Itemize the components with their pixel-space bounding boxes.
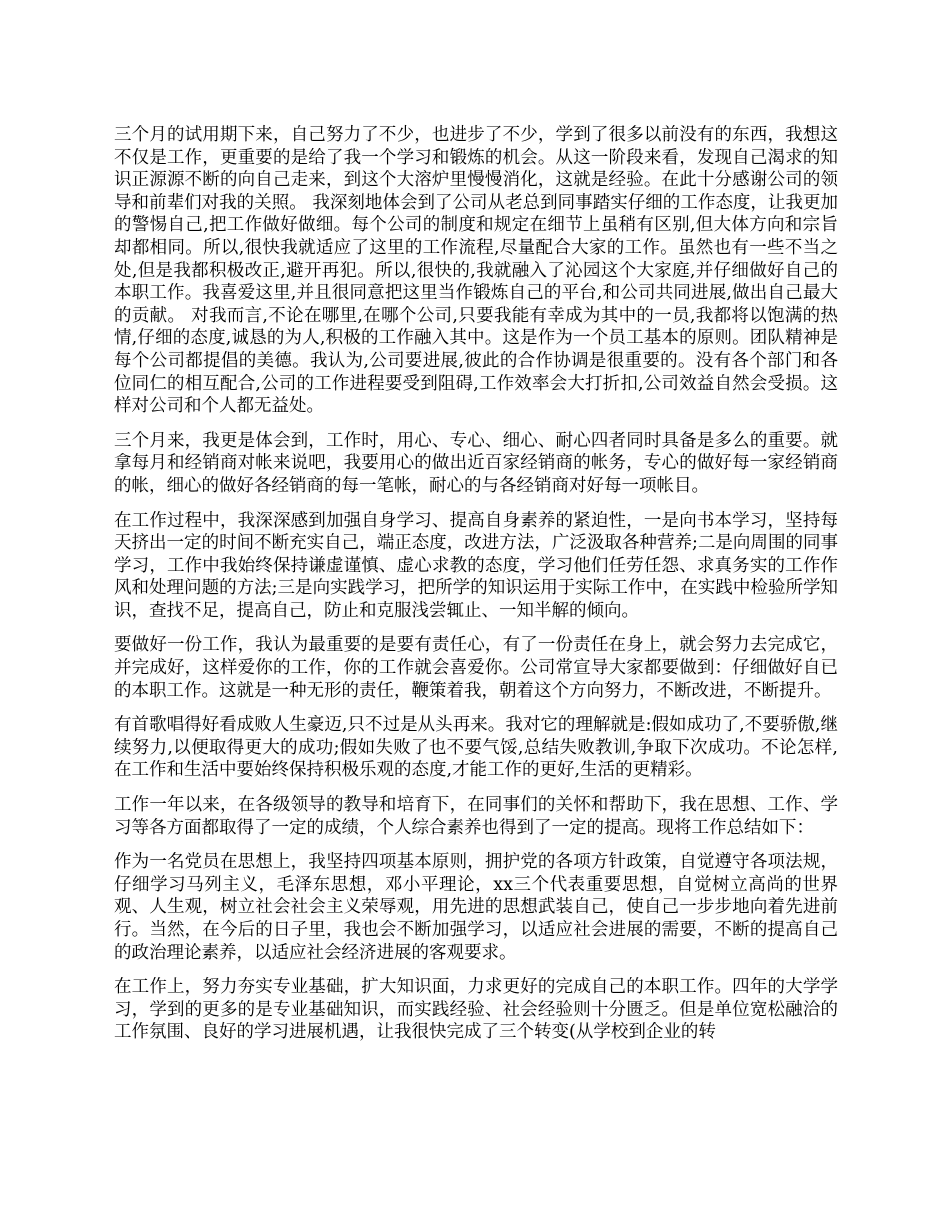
- document-page: [114, 124, 838, 1056]
- paragraph-4: 要做好一份工作，我认为最重要的是要有责任心，有了一份责任在身上，就会努力去完成它，并完成好，这样爱你的工作，你的工作就会喜爱你。公司常宣导大家都要做到：仔细做好自已的本职工作。这就是一种无形的责任，鞭策着我，朝着这个方向努力，不断改进，不断提升。: [114, 635, 838, 701]
- paragraph-3: 在工作过程中，我深深感到加强自身学习、提高自身素养的紧迫性，一是向书本学习，坚持每天挤出一定的时间不断充实自己，端正态度，改进方法，广泛汲取各种营养;二是向周围的同事学习，工作中我始终保持谦虚谨慎、虚心求教的态度，学习他们任劳任怨、求真务实的工作作风和处理问题的方法;三是向实践学习，把所学的知识运用于实际工作中，在实践中检验所学知识，查找不足，提高自己，防止和克服浅尝辄止、一知半解的倾向。: [114, 510, 838, 621]
- paragraph-6: 工作一年以来，在各级领导的教导和培育下，在同事们的关怀和帮助下，我在思想、工作、学习等各方面都取得了一定的成绩，个人综合素养也得到了一定的提高。现将工作总结如下：: [114, 795, 838, 838]
- paragraph-2: 三个月来，我更是体会到，工作时，用心、专心、细心、耐心四者同时具备是多么的重要。就拿每月和经销商对帐来说吧，我要用心的做出近百家经销商的帐务，专心的做好每一家经销商的帐，细心的做好各经销商的每一笔帐，耐心的与各经销商对好每一项帐目。: [114, 430, 838, 496]
- paragraph-7: 作为一名党员在思想上，我坚持四项基本原则，拥护党的各项方针政策，自觉遵守各项法规，仔细学习马列主义，毛泽东思想，邓小平理论，xx三个代表重要思想，自觉树立高尚的世界观、人生观，树立社会社会主义荣辱观，用先进的思想武装自己，使自己一步步地向着先进前行。当然，在今后的日子里，我也会不断加强学习，以适应社会进展的需要，不断的提高自己的政治理论素养，以适应社会经济进展的客观要求。: [114, 852, 838, 963]
- paragraph-1: 三个月的试用期下来，自己努力了不少，也进步了不少，学到了很多以前没有的东西，我想这不仅是工作，更重要的是给了我一个学习和锻炼的机会。从这一阶段来看，发现自己渴求的知识正源源不断的向自己走来，到这个大溶炉里慢慢消化，这就是经验。在此十分感谢公司的领导和前辈们对我的关照。 我深刻地体会到了公司从老总到同事踏实仔细的工作态度，让我更加的警惕自己,把工作做好做细。每个公司的制度和规定在细节上虽稍有区别,但大体方向和宗旨却都相同。所以,很快我就适应了这里的工作流程,尽量配合大家的工作。虽然也有一些不当之处,但是我都积极改正,避开再犯。所以,很快的,我就融入了沁园这个大家庭,并仔细做好自己的本职工作。我喜爱这里,并且很同意把这里当作锻炼自己的平台,和公司共同进展,做出自己最大的贡献。 对我而言,不论在哪里,在哪个公司,只要我能有幸成为其中的一员,我都将以饱满的热情,仔细的态度,诚恳的为人,积极的工作融入其中。这是作为一个员工基本的原则。团队精神是每个公司都提倡的美德。我认为,公司要进展,彼此的合作协调是很重要的。没有各个部门和各位同仁的相互配合,公司的工作进程要受到阻碍,工作效率会大打折扣,公司效益自然会受损。这样对公司和个人都无益处。: [114, 125, 838, 417]
- paragraph-8: 在工作上，努力夯实专业基础，扩大知识面，力求更好的完成自己的本职工作。四年的大学学习，学到的更多的是专业基础知识，而实践经验、社会经验则十分匮乏。但是单位宽松融洽的工作氛围、良好的学习进展机遇，让我很快完成了三个转变(从学校到企业的转: [114, 977, 838, 1043]
- paragraph-5: 有首歌唱得好看成败人生豪迈,只不过是从头再来。我对它的理解就是:假如成功了,不要骄傲,继续努力,以便取得更大的成功;假如失败了也不要气馁,总结失败教训,争取下次成功。不论怎样,在工作和生活中要始终保持积极乐观的态度,才能工作的更好,生活的更精彩。: [114, 715, 838, 781]
